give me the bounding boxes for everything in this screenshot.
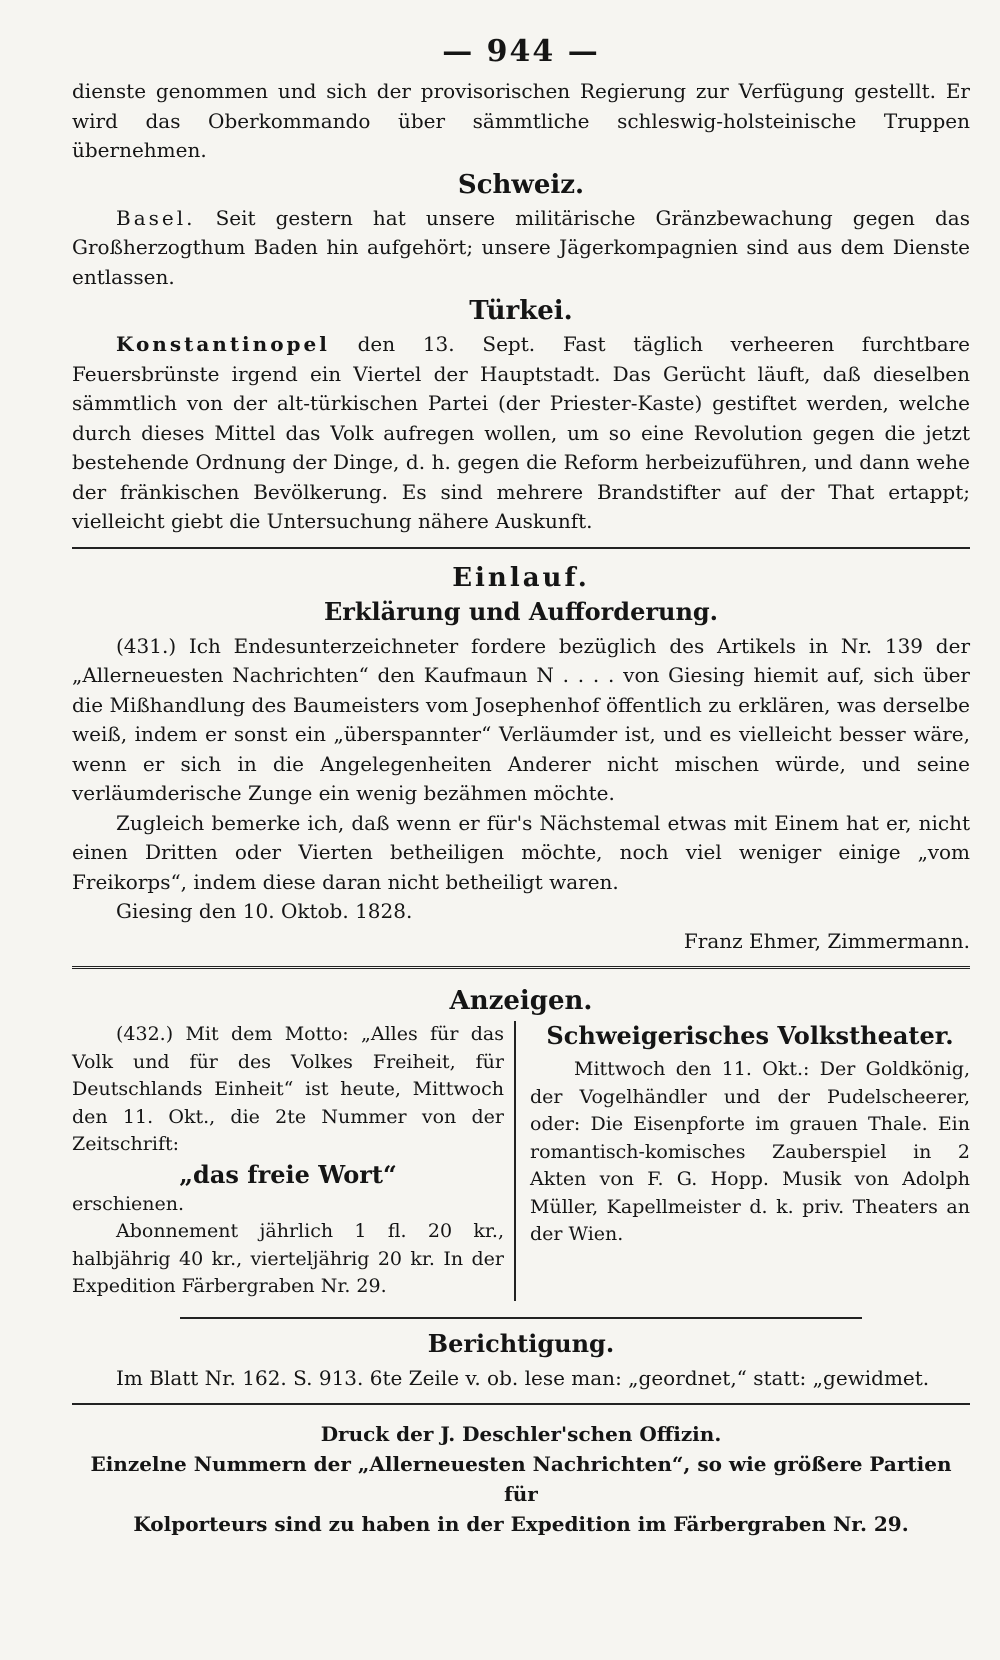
einlauf-place-date: Giesing den 10. Oktob. 1828.: [116, 899, 413, 923]
ad-right-text: Mittwoch den 11. Okt.: Der Goldkönig, der Vogelhändler und der Pudelscheerer, oder: Die Eisenpforte im grauen Thale. Ein romantisch-komisches Zauberspiel in 2 Akten von F. G. Hopp. Musik von Adolph Müller, Kapellmeister d. k. priv. Theaters an der Wien.: [530, 1058, 970, 1245]
schweiz-text: Seit gestern hat unsere militärische Gränzbewachung gegen das Großherzogthum Baden hin aufgehört; unsere Jägerkompagnien sind aus dem Dienste entlassen.: [72, 205, 970, 289]
ad-left-paragraph-1: (432.) Mit dem Motto: „Alles für das Volk und für des Volkes Freiheit, für Deutschlands Einheit“ ist heute, Mittwoch den 11. Okt., die 2te Nummer von der Zeitschrift:: [72, 1023, 504, 1155]
einlauf-signature: Franz Ehmer, Zimmermann.: [683, 928, 970, 953]
short-divider: [180, 1317, 862, 1319]
tuerkei-text: Fast täglich verheeren furchtbare Feuersbrünste irgend ein Viertel der Hauptstadt. Das Gerücht läuft, daß dieselben sämmtlich von der alt-türkischen Partei (der Priester-Kaste) gestiftet werden, welche durch dieses Mittel das Volk aufregen wollen, um so eine Revolution gegen die jetzt bestehende Ordnung der Dinge, d. h. gegen die Reform herbeizuführen, und dann wehe der fränkischen Bevölkerung. Es sind mehrere Brandstifter auf der That ertappt; vielleicht giebt die Untersuchung nähere Auskunft.: [72, 332, 971, 533]
ads-columns: [72, 1021, 970, 1301]
berichtigung-text: Im Blatt Nr. 162. S. 913. 6te Zeile v. ob. lese man: „geordnet,“ statt: „gewidmet.: [116, 1365, 930, 1390]
section-divider: [72, 547, 970, 549]
subheading-erklaerung: Erklärung und Aufforderung.: [323, 596, 719, 626]
schweiz-place: Basel.: [116, 205, 196, 230]
heading-tuerkei: Türkei.: [469, 296, 573, 326]
einlauf-paragraph-2: Zugleich bemerke ich, daß wenn er für's Nächstemal etwas mit Einem hat er, nicht einen Dritten oder Vierten betheiligen möchte, noch viel weniger einige „vom Freikorps“, indem diese daran nicht betheiligt waren.: [72, 810, 970, 894]
ad-left-column: [72, 1021, 516, 1301]
schweiz-article: [72, 204, 970, 293]
tuerkei-article: [72, 330, 970, 537]
heading-einlauf: Einlauf.: [452, 562, 590, 593]
printer-line: Druck der J. Deschler'schen Offizin.: [320, 1422, 722, 1446]
ad-left-paragraph-1-end: erschienen.: [72, 1192, 185, 1215]
ad-left-title: „das freie Wort“: [179, 1159, 397, 1189]
continuation-paragraph: dienste genommen und sich der provisorischen Regierung zur Verfügung gestellt. Er wird das Oberkommando über sämmtliche schleswig-holsteinische Truppen übernehmen.: [72, 79, 970, 162]
ad-right-heading: Schweigerisches Volkstheater.: [546, 1021, 954, 1050]
footer-line-1: Einzelne Nummern der „Allerneuesten Nachrichten“, so wie größere Partien für: [90, 1452, 952, 1506]
heading-schweiz: Schweiz.: [457, 169, 585, 200]
footer-divider: [72, 1403, 970, 1405]
double-divider: [72, 966, 970, 969]
footer-line-2: Kolporteurs sind zu haben in der Expedition im Färbergraben Nr. 29.: [133, 1512, 909, 1536]
einlauf-paragraph-1: (431.) Ich Endesunterzeichneter fordere bezüglich des Artikels in Nr. 139 der „Allerneuesten Nachrichten“ den Kaufmaun N . . . . von Giesing hiemit auf, sich über die Mißhandlung des Baumeisters vom Josephenhof öffentlich zu erklären, was derselbe weiß, indem er sonst ein „überspannter“ Verläumder ist, und es vielleicht besser wäre, wenn er sich in die Angelegenheiten Anderer nicht mischen würde, und seine verläumderische Zunge ein wenig bezähmen möchte.: [72, 633, 970, 805]
heading-berichtigung: Berichtigung.: [427, 1328, 615, 1358]
tuerkei-date: den 13. Sept.: [357, 332, 536, 356]
heading-anzeigen: Anzeigen.: [449, 986, 593, 1016]
tuerkei-place: Konstantinopel: [116, 332, 330, 356]
page-number: — 944 —: [442, 34, 600, 69]
ad-left-paragraph-2: Abonnement jährlich 1 fl. 20 kr., halbjährig 40 kr., vierteljährig 20 kr. In der Expedition Färbergraben Nr. 29.: [72, 1220, 504, 1297]
ad-right-column: [516, 1021, 970, 1249]
